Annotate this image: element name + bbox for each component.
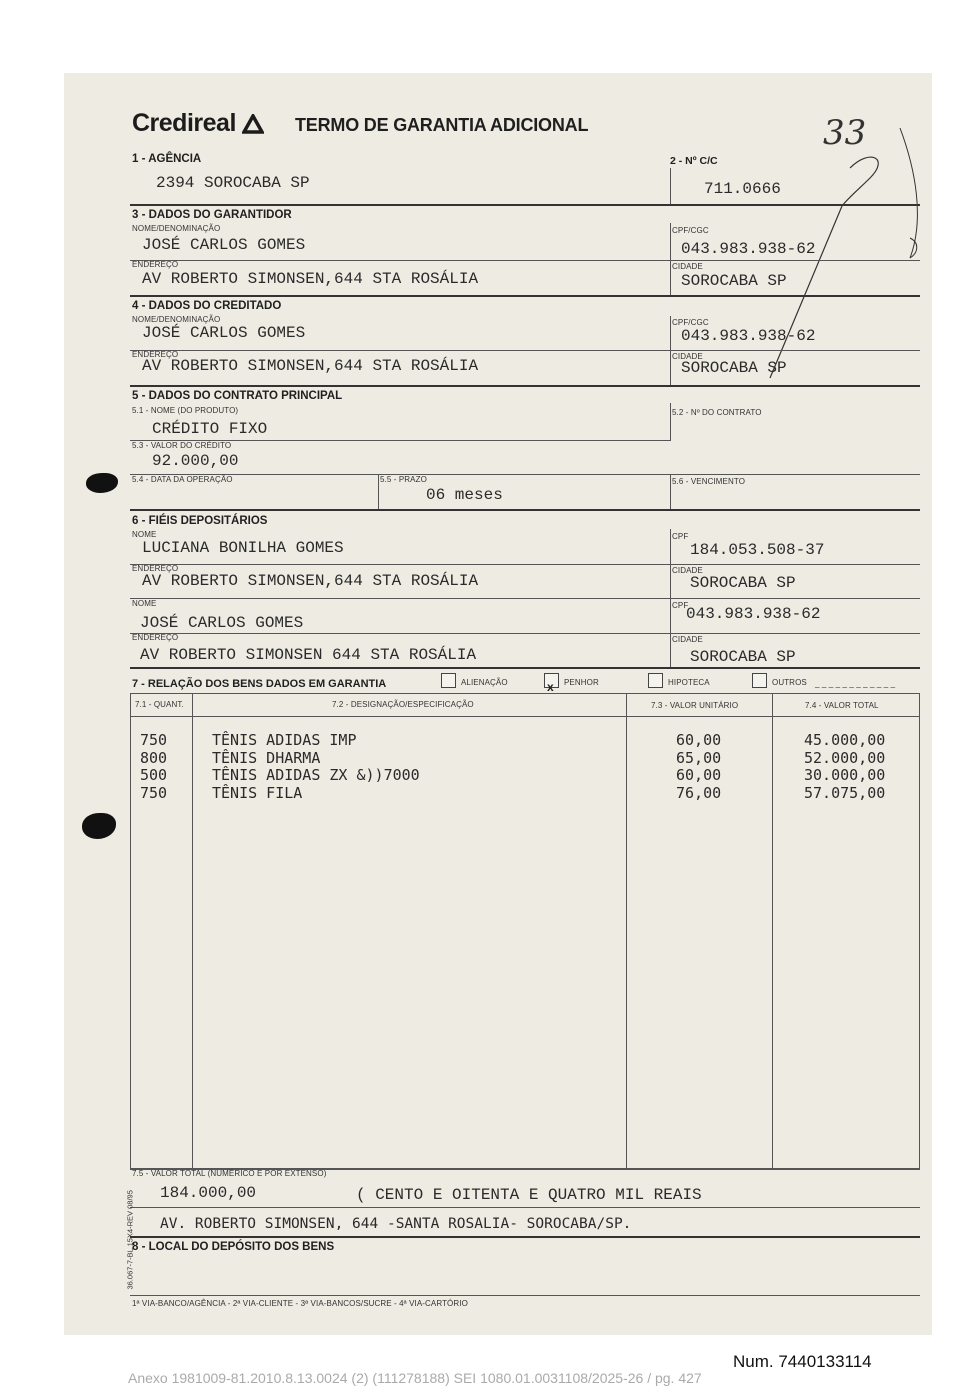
hipoteca-checkbox[interactable] — [648, 673, 663, 688]
penhor-check-mark: x — [547, 680, 554, 694]
form-title: TERMO DE GARANTIA ADICIONAL — [295, 115, 589, 135]
term-label: 5.5 - PRAZO — [380, 475, 427, 484]
document-number: Num. 7440133114 — [733, 1352, 872, 1371]
column-total-value: 7.4 - VALOR TOTAL — [805, 701, 879, 710]
depositary2-cpf-label: CPF — [672, 601, 689, 610]
depositary1-city-label: CIDADE — [672, 566, 703, 575]
item-total-value: 57.075,00 — [804, 783, 886, 802]
depositary1-name: LUCIANA BONILHA GOMES — [142, 539, 344, 557]
item-total-value: 52.000,00 — [804, 748, 886, 767]
item-unit-value: 60,00 — [676, 766, 722, 784]
depositary1-cpf: 184.053.508-37 — [690, 541, 825, 559]
term-value: 06 meses — [426, 486, 503, 504]
depositary1-address: AV ROBERTO SIMONSEN,644 STA ROSÁLIA — [142, 572, 479, 590]
item-quantity: 750 — [140, 783, 168, 802]
contract-section-label: 5 - DADOS DO CONTRATO PRINCIPAL — [132, 390, 343, 402]
credit-value: 92.000,00 — [152, 452, 239, 470]
guarantor-section-label: 3 - DADOS DO GARANTIDOR — [132, 209, 292, 221]
depositary2-name-label: NOME — [132, 599, 157, 608]
depositary2-city: SOROCABA SP — [690, 648, 796, 666]
item-quantity: 500 — [140, 766, 168, 784]
document-reference: Anexo 1981009-81.2010.8.13.0024 (2) (111278188) SEI 1080.01.0031108/2025-26 / pg. 427 — [128, 1370, 702, 1386]
guarantor-cpf: 043.983.938-62 — [681, 240, 816, 258]
depositary1-cpf-label: CPF — [672, 532, 689, 541]
item-description: TÊNIS ADIDAS IMP — [212, 731, 357, 749]
depositary2-address-label: ENDEREÇO — [132, 633, 179, 642]
depositary2-address: AV ROBERTO SIMONSEN 644 STA ROSÁLIA — [140, 646, 477, 664]
alienacao-checkbox[interactable] — [441, 673, 456, 688]
column-quantity: 7.1 - QUANT. — [135, 700, 184, 709]
item-quantity: 750 — [140, 731, 168, 749]
due-date-label: 5.6 - VENCIMENTO — [672, 477, 746, 486]
item-description: TÊNIS FILA — [212, 783, 303, 802]
goods-section-label: 7 - RELAÇÃO DOS BENS DADOS EM GARANTIA — [132, 678, 387, 690]
handwritten-stroke — [730, 128, 930, 398]
item-total-value: 30.000,00 — [804, 766, 886, 784]
creditor-section-label: 4 - DADOS DO CREDITADO — [132, 300, 282, 312]
copies-distribution: 1ª VIA-BANCO/AGÊNCIA - 2ª VIA-CLIENTE - 3ª VIA-BANCOS/SUCRE - 4ª VIA-CARTÓRIO — [132, 1299, 468, 1308]
scanned-form-page — [64, 73, 932, 1335]
guarantor-address-label: ENDEREÇO — [132, 260, 179, 269]
guarantee-form — [125, 73, 920, 1335]
outros-label: OUTROS — [772, 678, 807, 687]
deposit-address: AV. ROBERTO SIMONSEN, 644 -SANTA ROSALIA- SOROCABA/SP. — [160, 1216, 632, 1232]
agency-label: 1 - AGÊNCIA — [132, 153, 202, 165]
column-description: 7.2 - DESIGNAÇÃO/ESPECIFICAÇÃO — [332, 700, 474, 709]
goods-row — [130, 784, 920, 802]
item-unit-value: 60,00 — [676, 731, 722, 749]
item-unit-value: 76,00 — [676, 783, 722, 802]
depositary1-address-label: ENDEREÇO — [132, 564, 179, 573]
contract-number-label: 5.2 - Nº DO CONTRATO — [672, 408, 762, 417]
item-description: TÊNIS ADIDAS ZX &))7000 — [212, 766, 420, 784]
credireal-logo: Credireal — [132, 109, 264, 138]
depositary1-city: SOROCABA SP — [690, 574, 796, 592]
total-value-extenso: ( CENTO E OITENTA E QUATRO MIL REAIS — [356, 1186, 702, 1204]
outros-blank-line: _ _ _ _ _ _ _ _ _ _ _ _ — [815, 679, 896, 688]
form-code: 36.067-7-BL 15X4-REV 08/95 — [125, 1190, 135, 1290]
creditor-cpf: 043.983.938-62 — [681, 327, 816, 345]
creditor-city: SOROCABA SP — [681, 359, 787, 377]
handwritten-page-number: 33 — [823, 113, 867, 153]
account-value: 711.0666 — [704, 180, 781, 198]
depositary2-city-label: CIDADE — [672, 635, 703, 644]
deposit-location-label: 8 - LOCAL DO DEPÓSITO DOS BENS — [132, 1241, 335, 1253]
brand-triangle-icon — [242, 114, 264, 134]
total-value-numeric: 184.000,00 — [160, 1184, 257, 1202]
hipoteca-label: HIPOTECA — [668, 678, 710, 687]
guarantor-city: SOROCABA SP — [681, 272, 787, 290]
total-value-label: 7.5 - VALOR TOTAL (NUMÉRICO E POR EXTENSO) — [132, 1169, 327, 1178]
creditor-address-label: ENDEREÇO — [132, 350, 179, 359]
guarantor-name: JOSÉ CARLOS GOMES — [142, 236, 306, 254]
depositary1-name-label: NOME — [132, 530, 157, 539]
product-label: 5.1 - NOME (DO PRODUTO) — [132, 406, 239, 415]
ink-blot-bottom — [82, 813, 116, 839]
creditor-cpf-label: CPF/CGC — [672, 318, 709, 327]
guarantor-city-label: CIDADE — [672, 262, 703, 271]
ink-blot-top — [86, 473, 118, 493]
depositary2-name: JOSÉ CARLOS GOMES — [140, 614, 304, 632]
item-description: TÊNIS DHARMA — [212, 748, 321, 767]
penhor-label: PENHOR — [564, 678, 599, 687]
goods-row — [130, 766, 920, 784]
goods-row — [130, 749, 920, 767]
agency-value: 2394 SOROCABA SP — [156, 174, 310, 192]
creditor-city-label: CIDADE — [672, 352, 703, 361]
guarantor-name-label: NOME/DENOMINAÇÃO — [132, 224, 221, 233]
operation-date-label: 5.4 - DATA DA OPERAÇÃO — [132, 475, 233, 484]
item-unit-value: 65,00 — [676, 748, 722, 767]
guarantor-address: AV ROBERTO SIMONSEN,644 STA ROSÁLIA — [142, 270, 479, 288]
item-total-value: 45.000,00 — [804, 731, 886, 749]
depositary2-cpf: 043.983.938-62 — [686, 605, 821, 623]
product-value: CRÉDITO FIXO — [152, 420, 268, 438]
goods-row — [130, 731, 920, 749]
item-quantity: 800 — [140, 748, 168, 767]
creditor-name: JOSÉ CARLOS GOMES — [142, 324, 306, 342]
column-unit-value: 7.3 - VALOR UNITÁRIO — [651, 701, 739, 710]
alienacao-label: ALIENAÇÃO — [461, 678, 508, 687]
account-label: 2 - Nº C/C — [670, 155, 718, 167]
credit-value-label: 5.3 - VALOR DO CRÉDITO — [132, 441, 232, 450]
creditor-name-label: NOME/DENOMINAÇÃO — [132, 315, 221, 324]
creditor-address: AV ROBERTO SIMONSEN,644 STA ROSÁLIA — [142, 357, 479, 375]
depositaries-section-label: 6 - FIÉIS DEPOSITÁRIOS — [132, 515, 268, 527]
outros-checkbox[interactable] — [752, 673, 767, 688]
guarantor-cpf-label: CPF/CGC — [672, 226, 709, 235]
